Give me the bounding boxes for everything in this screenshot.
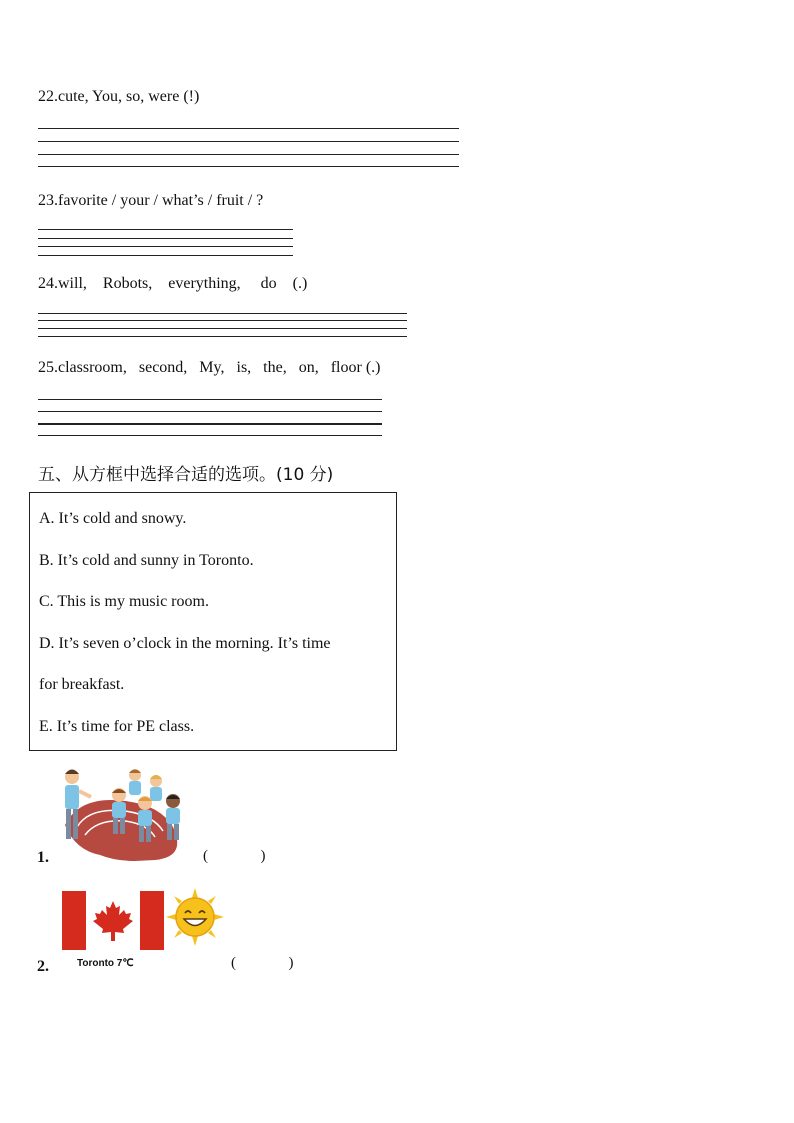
answer-line [38,423,382,425]
question-number: 23. [38,192,58,209]
answer-line [38,238,293,239]
answer-line [38,255,293,256]
answer-line [38,128,459,129]
answer-line [38,399,382,400]
question-number: 22. [38,88,58,105]
answer-line [38,141,459,142]
item-1-answer-blank[interactable]: ( ) [203,848,266,864]
item-2-answer-blank[interactable]: ( ) [231,955,294,971]
option-e: E. It’s time for PE class. [39,718,195,735]
item-2-number: 2. [37,958,49,975]
answer-line [38,313,407,314]
answer-line [38,435,382,436]
question-23 [38,192,263,210]
canada-flag-icon [62,891,164,950]
question-22 [38,88,199,106]
answer-line [38,246,293,247]
answer-line [38,328,407,329]
sun-icon [166,888,224,946]
options-box [29,492,397,751]
option-a: A. It’s cold and snowy. [39,510,187,527]
pe-class-picture [55,765,195,865]
question-text: cute, You, so, were (!) [58,88,200,105]
question-text: favorite / your / what’s / fruit / ? [58,192,264,209]
answer-line [38,229,293,230]
answer-line [38,320,407,321]
item-1-number: 1. [37,849,49,866]
option-c: C. This is my music room. [39,593,209,610]
answer-line [38,336,407,337]
question-number: 24. [38,275,58,292]
answer-line [38,411,382,412]
option-d-continued: for breakfast. [39,676,125,693]
answer-line [38,166,459,167]
question-24 [38,275,307,293]
section-title: 五、从方框中选择合适的选项。(10 分) [38,465,334,485]
question-number: 25. [38,359,58,376]
question-text: classroom, second, My, is, the, on, floor (.) [58,359,381,376]
item-2-caption: Toronto 7℃ [77,958,134,969]
question-25 [38,359,380,377]
question-text: will, Robots, everything, do (.) [58,275,308,292]
option-d: D. It’s seven o’clock in the morning. It’s time [39,635,331,652]
answer-line [38,154,459,155]
option-b: B. It’s cold and sunny in Toronto. [39,552,254,569]
